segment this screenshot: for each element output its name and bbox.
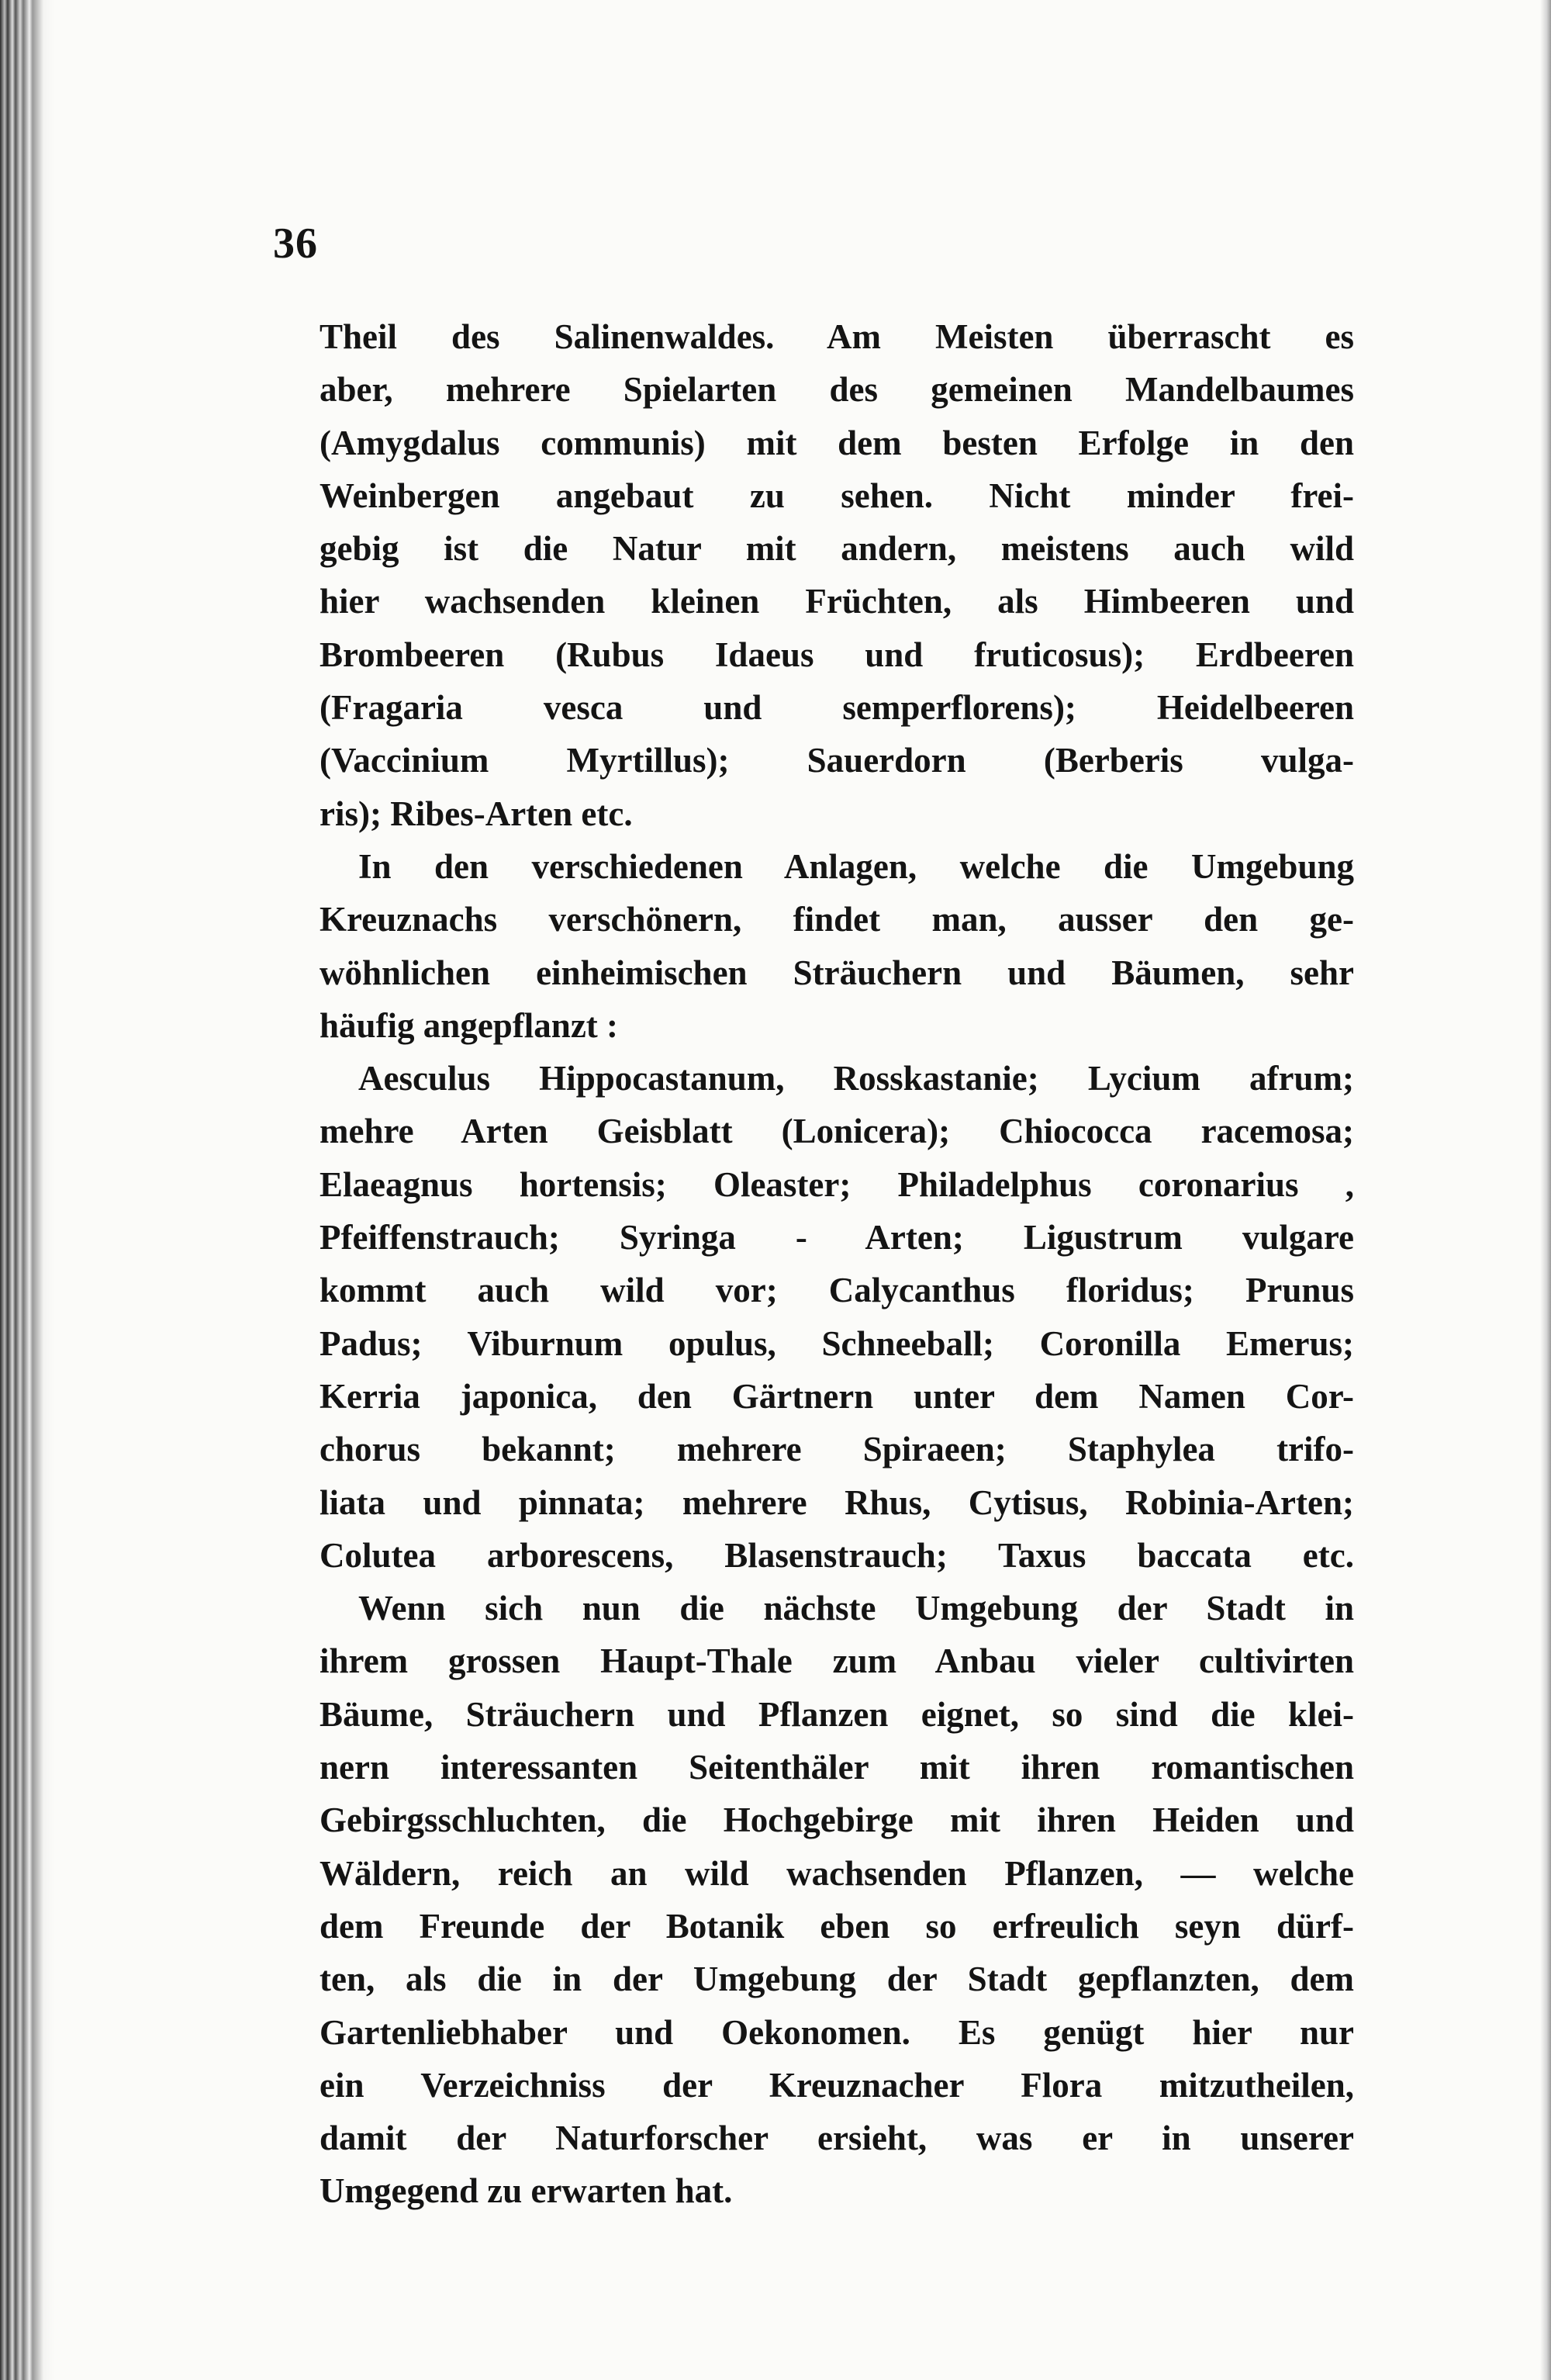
text-line: häufig angepflanzt : [320,1005,619,1045]
text-line: hier wachsenden kleinen Früchten, als Himbeeren und [320,582,1354,621]
text-line: Brombeeren (Rubus Idaeus und fruticosus); Erdbeeren [320,635,1354,674]
text-line: kommt auch wild vor; Calycanthus floridus; Prunus [320,1271,1354,1310]
text-line: Kerria japonica, den Gärtnern unter dem Namen Cor- [320,1376,1354,1416]
text-line: ris); Ribes-Arten etc. [320,794,633,833]
body-text [320,310,1354,2218]
text-line: Pfeiffenstrauch; Syringa - Arten; Ligustrum vulgare [320,1218,1354,1257]
text-line: ein Verzeichniss der Kreuznacher Flora mitzutheilen, [320,2065,1354,2105]
text-line: Theil des Salinenwaldes. Am Meisten überrascht es [320,317,1354,356]
text-line: Weinbergen angebaut zu sehen. Nicht minder frei- [320,476,1354,515]
text-line: liata und pinnata; mehrere Rhus, Cytisus, Robinia-Arten; [320,1482,1354,1522]
text-line: In den verschiedenen Anlagen, welche die Umgebung [358,846,1354,886]
text-line: damit der Naturforscher ersieht, was er in unserer [320,2119,1354,2158]
text-line: Wäldern, reich an wild wachsenden Pflanzen, — welche [320,1853,1354,1893]
text-line: nern interessanten Seitenthäler mit ihren romantischen [320,1748,1354,1787]
text-line: wöhnlichen einheimischen Sträuchern und Bäumen, sehr [320,953,1354,992]
text-line: dem Freunde der Botanik eben so erfreulich seyn dürf- [320,1906,1354,1946]
text-line: (Amygdalus communis) mit dem besten Erfolge in den [320,423,1354,462]
text-line: Elaeagnus hortensis; Oleaster; Philadelphus coronarius , [320,1164,1354,1204]
text-line: aber, mehrere Spielarten des gemeinen Mandelbaumes [320,370,1354,410]
page-edge [1540,0,1551,2380]
text-line: ihrem grossen Haupt-Thale zum Anbau vieler cultivirten [320,1641,1354,1681]
text-line: Gartenliebhaber und Oekonomen. Es genügt hier nur [320,2012,1354,2052]
text-line: Kreuznachs verschönern, findet man, ausser den ge- [320,900,1354,939]
page-number: 36 [273,220,318,268]
text-line: (Fragaria vesca und semperflorens); Heidelbeeren [320,688,1354,728]
text-line: Colutea arborescens, Blasenstrauch; Taxus baccata etc. [320,1535,1354,1575]
text-line: Aesculus Hippocastanum, Rosskastanie; Lycium afrum; [358,1059,1354,1098]
text-line: Padus; Viburnum opulus, Schneeball; Coronilla Emerus; [320,1323,1354,1363]
text-line: mehre Arten Geisblatt (Lonicera); Chiococca racemosa; [320,1112,1354,1151]
text-line: (Vaccinium Myrtillus); Sauerdorn (Berberis vulga- [320,741,1354,780]
text-line: Umgegend zu erwarten hat. [320,2171,733,2211]
text-line: Bäume, Sträuchern und Pflanzen eignet, so sind die klei- [320,1694,1354,1734]
text-line: gebig ist die Natur mit andern, meistens auch wild [320,529,1354,569]
text-line: chorus bekannt; mehrere Spiraeen; Staphylea trifo- [320,1430,1354,1469]
book-binding-edge [0,0,54,2380]
text-line: Gebirgsschluchten, die Hochgebirge mit ihren Heiden und [320,1801,1354,1840]
text-line: ten, als die in der Umgebung der Stadt gepflanzten, dem [320,1960,1354,1999]
text-line: Wenn sich nun die nächste Umgebung der Stadt in [358,1589,1354,1628]
